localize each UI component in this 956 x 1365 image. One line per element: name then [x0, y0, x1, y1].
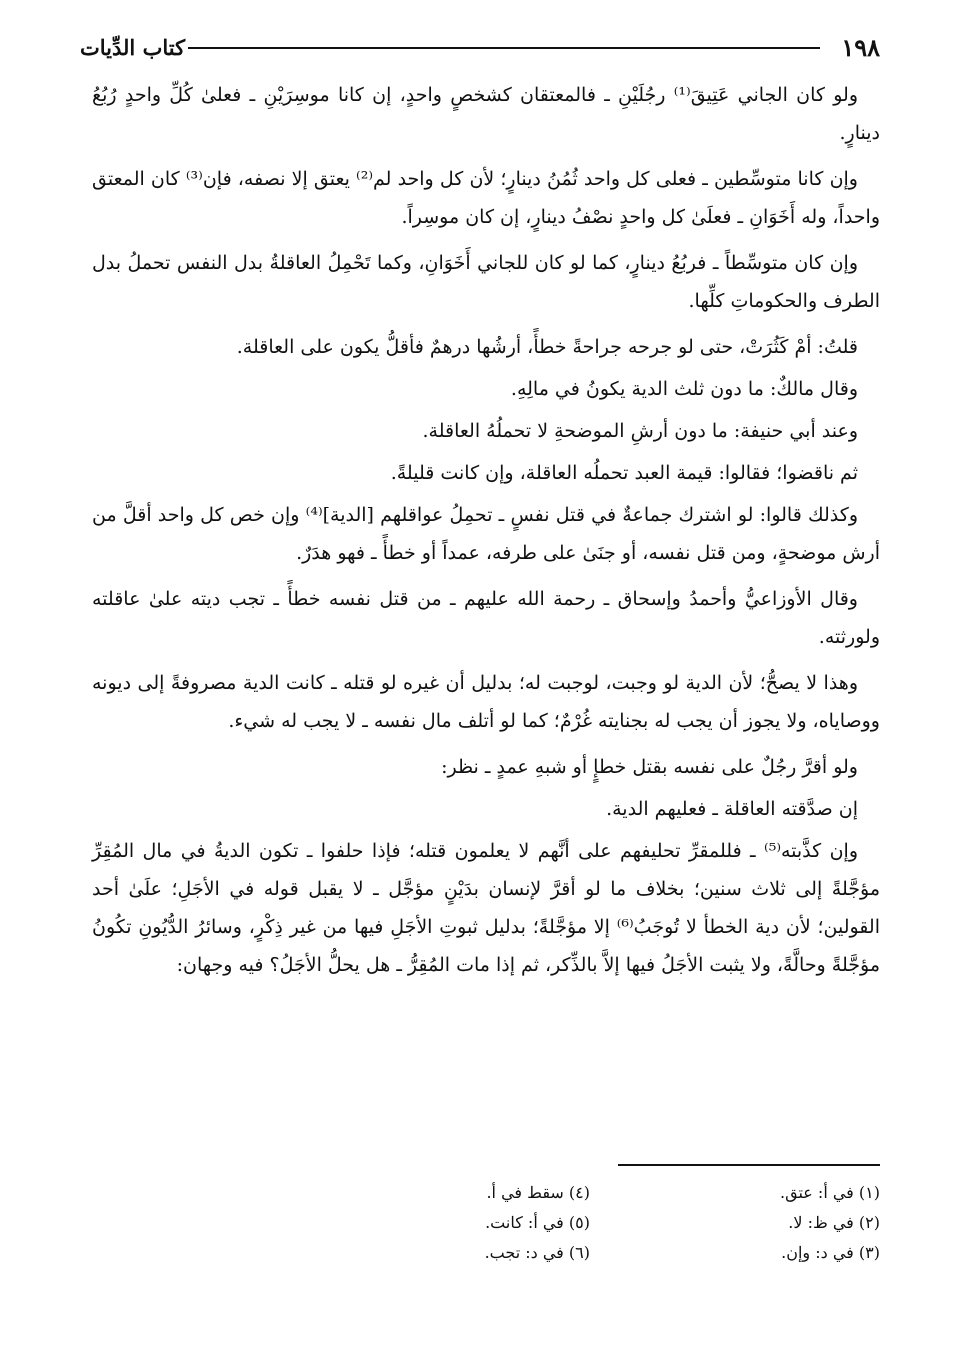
running-title: كتاب الدِّيات	[80, 35, 186, 60]
paragraph-13: وإن كذَّبته⁽⁵⁾ ـ فللمقرِّ تحليفهم على أنَّهم لا يعلمون قتله؛ فإذا حلفوا ـ تكون الديةُ في مال المُقِرِّ مؤجَّلةً إلى ثلاث سنين؛ بخلاف ما لو أقرَّ لإنسان بدَيْنٍ مؤجَّل ـ لا يقبل قوله في الأجَلِ؛ علَىٰ أحد القولين؛ لأن دية الخطأ لا تُوجَبُ⁽⁶⁾ إلا مؤجَّلةً؛ بدليل ثبوتِ الأجَلِ فيها من غير ذِكْرٍ، وسائرُ الدُّيُونِ تكُونُ مؤجَّلةً وحالَّةً، ولا يثبت الأجَلُ فيها إلاَّ بالذِّكر، ثم إذا مات المُقِرُّ ـ هل يحلُّ الأجَلُ؟ فيه وجهان:	[92, 840, 880, 976]
paragraph-7: ثم ناقضوا؛ فقالوا: قيمة العبد تحملُه العاقلة، وإن كانت قليلةً.	[390, 462, 858, 484]
paragraph-2: وإن كانا متوسِّطين ـ فعلى كل واحد ثُمُنُ دينارٍ؛ لأن كل واحد لم⁽²⁾ يعتق إلا نصفه، فإن⁽³⁾ كان المعتق واحداً، وله أَخَوَانِ ـ فعلَىٰ كل واحدٍ نصْفُ دينارٍ، إن كان موسِراً.	[92, 168, 880, 228]
paragraph-9: وقال الأوزاعيُّ وأحمدُ وإسحاق ـ رحمة الله عليهم ـ من قتل نفسه خطأً ـ تجب ديته علىٰ عاقلته ولورثته.	[92, 588, 880, 648]
footnote-1: (١) في أ: عتق.	[780, 1183, 880, 1202]
paragraph-10: وهذا لا يصحُّ؛ لأن الدية لو وجبت، لوجبت له؛ بدليل أن غيره لو قتله ـ كانت الدية مصروفةً إلى ديونه ووصاياه، ولا يجوز أن يجب له بجنايته غُرْمٌ؛ كما لو أتلف مال نفسه ـ لا يجب له شيء.	[92, 672, 880, 732]
footnote-4: (٤) سقط في أ.	[486, 1183, 590, 1202]
footnotes-column-right	[640, 1178, 880, 1268]
paragraph-1: ولو كان الجاني عَتِيقَ⁽¹⁾ رجُلَيْنِ ـ فالمعتقان كشخصٍ واحدٍ، إن كانا موسِرَيْنِ ـ فعلىٰ كُلِّ واحدٍ رُبُعُ دينارٍ.	[92, 84, 880, 144]
footnote-3: (٣) في د: وإن.	[781, 1243, 880, 1262]
footnote-2: (٢) في ظ: لا.	[788, 1213, 880, 1232]
paragraph-12: إن صدَّقته العاقلة ـ فعليهم الدية.	[606, 798, 858, 820]
paragraph-4: قلتُ: أمْ كَثُرَتْ، حتى لو جرحه جراحةً خطأً، أرشُها درهمٌ فأقلُّ يكون على العاقلة.	[236, 336, 858, 358]
body-text	[92, 76, 880, 992]
footnote-6: (٦) في د: تجب.	[484, 1243, 590, 1262]
paragraph-8: وكذلك قالوا: لو اشترك جماعةٌ في قتل نفسٍ ـ تحمِلُ عواقلهم [الدية]⁽⁴⁾ وإن خص كل واحد أقلَّ من أرش موضحةٍ، ومن قتل نفسه، أو جنَىٰ على طرفه، عمداً أو خطأً ـ فهو هدَرٌ.	[92, 504, 880, 564]
page-header	[80, 34, 880, 64]
paragraph-5: وقال مالكٌ: ما دون ثلث الدية يكونُ في مالِهِ.	[510, 378, 858, 400]
paragraph-3: وإن كان متوسِّطاً ـ فربُعُ دينارٍ، كما لو كان للجاني أَخَوَانِ، وكما تَحْمِلُ العاقلةُ بدل النفس تحملُ بدل الطرف والحكوماتِ كلِّها.	[92, 252, 880, 312]
paragraph-6: وعند أبي حنيفة: ما دون أرشِ الموضحةِ لا تحملُهُ العاقلة.	[422, 420, 858, 442]
footnote-rule	[618, 1164, 880, 1166]
header-rule	[188, 47, 820, 49]
footnotes-column-left	[350, 1178, 590, 1268]
paragraph-11: ولو أقرَّ رجُلٌ على نفسه بقتل خطإٍ أو شبهِ عمدٍ ـ نظر:	[441, 756, 858, 778]
page-number: ١٩٨	[841, 33, 880, 62]
footnote-5: (٥) في أ: كانت.	[485, 1213, 590, 1232]
